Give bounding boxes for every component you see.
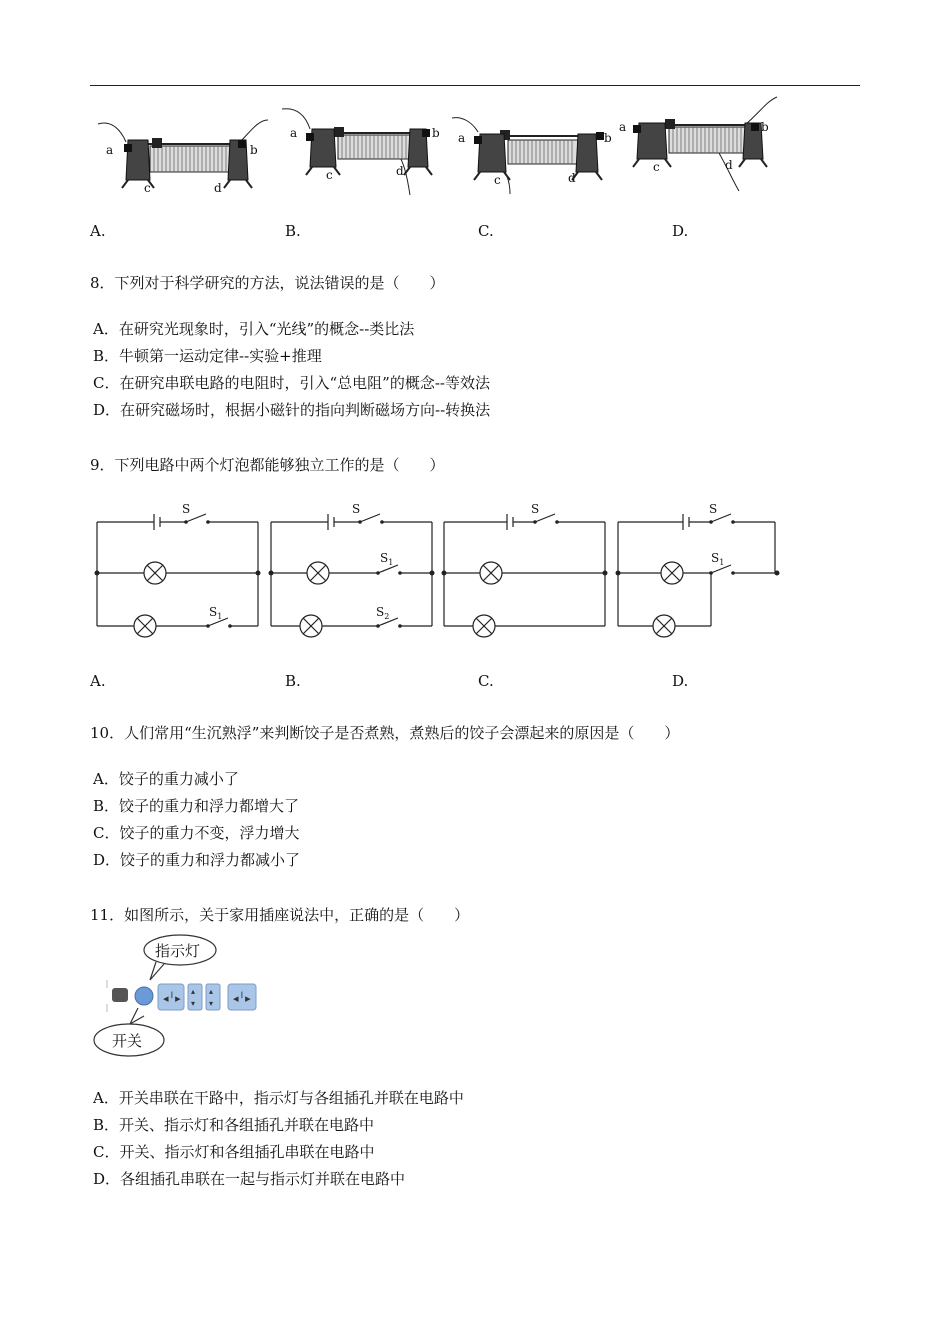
question-10-option-d: D．饺子的重力和浮力都减小了 [93,851,301,869]
switch-subscript: 1 [388,558,394,567]
switch-subscript: 1 [719,558,725,567]
terminal-label: c [494,173,501,187]
question-8-stem: 8．下列对于科学研究的方法，说法错误的是（ ） [90,274,445,292]
svg-text:▾: ▾ [191,999,196,1008]
terminal-label: c [144,181,151,195]
option-label: D. [672,222,689,240]
option-label: C. [478,672,494,690]
circuit-d [617,500,782,630]
terminal-label: b [761,120,769,134]
indicator-callout: 指示灯 [155,942,201,960]
circuit-c [443,500,608,630]
svg-text:S2 [376,605,389,621]
rheostat-figure-d [615,95,785,195]
question-10-option-c: C．饺子的重力不变，浮力增大 [93,824,300,842]
switch-label: S [709,502,718,516]
terminal-label: d [214,181,222,195]
question-8-option-d: D．在研究磁场时，根据小磁针的指向判断磁场方向--转换法 [93,401,491,419]
switch-callout: 开关 [112,1032,143,1050]
svg-text:◂╵▸: ◂╵▸ [163,992,181,1005]
switch-label: S [711,551,720,565]
rheostat-figure-c [450,110,620,200]
svg-text:▴: ▴ [209,987,214,996]
question-11-option-a: A．开关串联在干路中，指示灯与各组插孔并联在电路中 [93,1089,464,1107]
option-label: A. [90,672,106,690]
svg-text:S1 [380,551,393,567]
option-label: B. [285,222,301,240]
header-rule [90,85,860,86]
svg-text:▾: ▾ [209,999,214,1008]
terminal-label: a [106,143,114,157]
terminal-label: b [432,126,440,140]
question-10-option-b: B．饺子的重力和浮力都增大了 [93,797,300,815]
question-8-option-c: C．在研究串联电路的电阻时，引入“总电阻”的概念--等效法 [93,374,490,392]
svg-text:S1 [209,605,222,621]
switch-subscript: 1 [217,612,223,621]
switch-label: S [376,605,385,619]
switch-subscript: 2 [384,612,390,621]
terminal-label: d [725,158,733,172]
question-11-option-c: C．开关、指示灯和各组插孔串联在电路中 [93,1143,375,1161]
terminal-label: a [619,120,627,134]
terminal-label: c [653,160,660,174]
svg-text:◂╵▸: ◂╵▸ [233,992,251,1005]
indicator-light-icon [135,987,153,1005]
terminal-label: c [326,168,333,182]
switch-label: S [380,551,389,565]
terminal-label: a [458,131,466,145]
option-label: B. [285,672,301,690]
circuit-b [270,500,435,630]
svg-text:▴: ▴ [191,987,196,996]
terminal-label: a [290,126,298,140]
option-label: D. [672,672,689,690]
svg-text:S1 [711,551,724,567]
circuit-a [96,500,261,630]
question-10-stem: 10．人们常用“生沉熟浮”来判断饺子是否煮熟，煮熟后的饺子会漂起来的原因是（ ） [90,724,680,742]
rheostat-figure-b [278,105,448,200]
switch-label: S [352,502,361,516]
question-8-option-b: B．牛顿第一运动定律--实验+推理 [93,347,322,365]
question-11-option-d: D．各组插孔串联在一起与指示灯并联在电路中 [93,1170,406,1188]
rheostat-figure-a [90,110,270,205]
question-10-option-a: A．饺子的重力减小了 [93,770,239,788]
terminal-label: d [568,171,576,185]
terminal-label: b [250,143,258,157]
power-strip-figure [92,932,267,1062]
switch-label: S [531,502,540,516]
switch-label: S [182,502,191,516]
question-11-option-b: B．开关、指示灯和各组插孔并联在电路中 [93,1116,375,1134]
question-11-stem: 11．如图所示，关于家用插座说法中，正确的是（ ） [90,906,470,924]
option-label: A. [90,222,106,240]
option-label: C. [478,222,494,240]
terminal-label: d [396,164,404,178]
switch-label: S [209,605,218,619]
terminal-label: b [604,131,612,145]
question-8-option-a: A．在研究光现象时，引入“光线”的概念--类比法 [93,320,415,338]
question-9-stem: 9．下列电路中两个灯泡都能够独立工作的是（ ） [90,456,445,474]
